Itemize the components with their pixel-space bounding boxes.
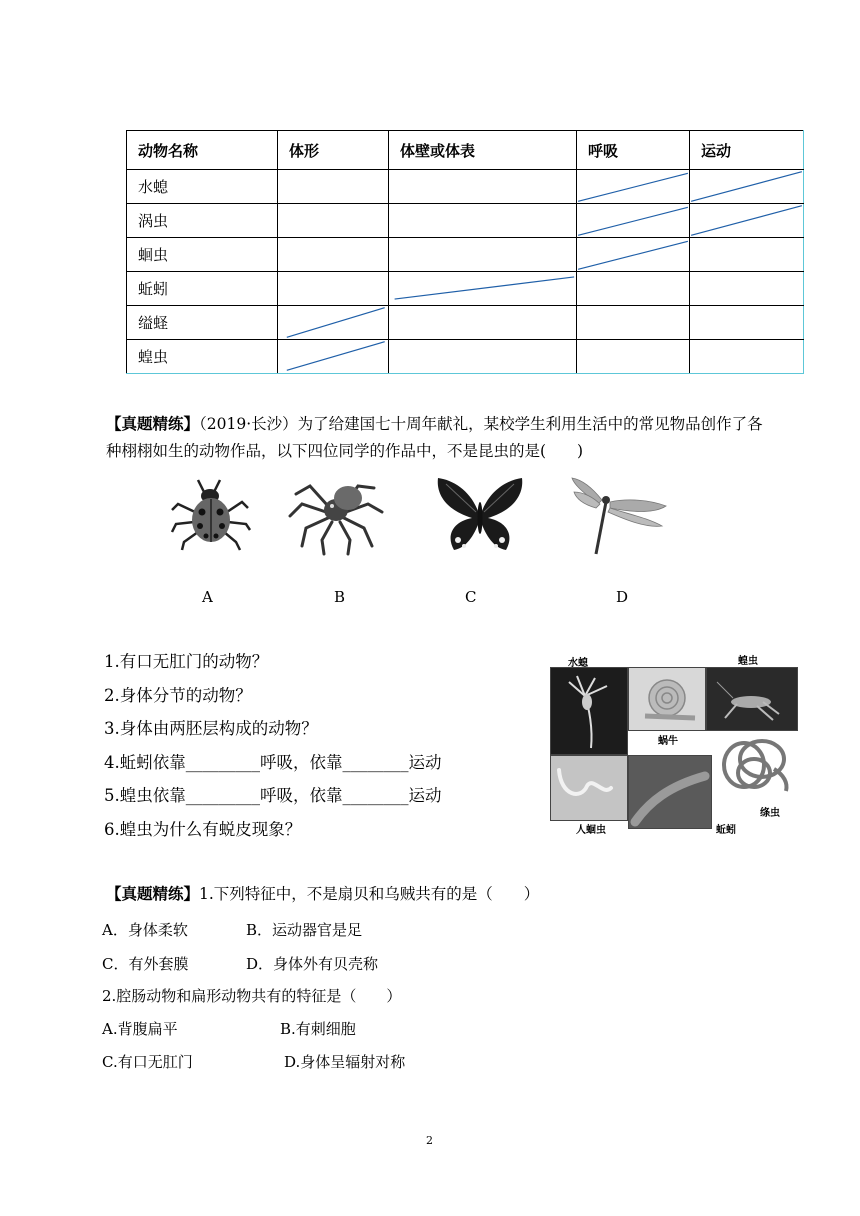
table-header-cell: 呼吸 xyxy=(577,131,690,170)
exercise1-option-b: B xyxy=(334,588,346,606)
question-item: 5.蝗虫依靠_________呼吸，依靠________运动 xyxy=(104,786,442,805)
table-cell-animal: 蝗虫 xyxy=(127,340,278,374)
tapeworm-label: 绦虫 xyxy=(760,808,780,819)
exercise1-tag: 【真题精练】 xyxy=(106,415,200,433)
animal-comparison-table xyxy=(126,130,804,374)
table-cell xyxy=(577,306,690,340)
locust-photo xyxy=(706,667,798,731)
table-header-cell: 动物名称 xyxy=(127,131,278,170)
table-cell xyxy=(278,238,389,272)
table-cell xyxy=(389,170,577,204)
page-number: 2 xyxy=(426,1134,433,1147)
question-list xyxy=(104,645,442,846)
table-header-cell: 运动 xyxy=(690,131,804,170)
exercise2-q2-option-c: C.有口无肛门 xyxy=(102,1053,193,1071)
exercise2-q1-option-c: C．有外套膜 xyxy=(102,955,189,973)
table-cell xyxy=(278,170,389,204)
hydra-photo xyxy=(550,667,628,755)
table-cell-struck xyxy=(690,170,804,204)
table-cell-animal: 蛔虫 xyxy=(127,238,278,272)
exercise2-q1-option-b: B．运动器官是足 xyxy=(246,921,363,939)
table-cell-animal: 缢蛏 xyxy=(127,306,278,340)
table-cell-struck xyxy=(278,306,389,340)
butterfly-icon xyxy=(432,474,528,556)
table-cell-struck xyxy=(577,170,690,204)
question-item: 3.身体由两胚层构成的动物？ xyxy=(104,719,318,738)
table-cell-struck xyxy=(278,340,389,374)
table-row xyxy=(127,204,804,238)
earthworm-label: 蚯蚓 xyxy=(716,825,736,836)
table-header-cell: 体壁或体表 xyxy=(389,131,577,170)
exercise2-q2-option-a: A.背腹扁平 xyxy=(102,1020,178,1038)
table-cell-animal: 水螅 xyxy=(127,170,278,204)
table-cell-struck xyxy=(577,238,690,272)
exercise2-q1-option-d: D．身体外有贝壳称 xyxy=(246,955,379,973)
question-item: 2.身体分节的动物？ xyxy=(104,685,252,705)
table-cell xyxy=(389,306,577,340)
table-cell-animal: 蚯蚓 xyxy=(127,272,278,306)
table-cell xyxy=(389,340,577,374)
table-cell-struck xyxy=(690,204,804,238)
tapeworm-photo xyxy=(714,729,796,803)
roundworm-label: 人蛔虫 xyxy=(576,825,606,836)
exercise2-q2-option-d: D.身体呈辐射对称 xyxy=(284,1053,406,1071)
snail-label: 蜗牛 xyxy=(658,736,678,747)
table-cell xyxy=(577,272,690,306)
exercise1-text: （2019·长沙）为了给建国七十周年献礼，某校学生利用生活中的常见物品创作了各种栩栩如生的动物作品，以下四位同学的作品中，不是昆虫的是( ) xyxy=(106,415,763,460)
table-cell-struck xyxy=(577,204,690,238)
ladybug-icon xyxy=(170,474,252,554)
dragonfly-icon xyxy=(570,470,670,558)
table-cell-animal: 涡虫 xyxy=(127,204,278,238)
locust-label: 蝗虫 xyxy=(738,656,758,667)
exercise1-question xyxy=(106,411,766,465)
snail-photo xyxy=(628,667,706,731)
table-header-cell: 体形 xyxy=(278,131,389,170)
table-row xyxy=(127,238,804,272)
table-cell xyxy=(389,204,577,238)
table-cell xyxy=(690,238,804,272)
exercise2-q1-text: 1.下列特征中，不是扇贝和乌贼共有的是（ ） xyxy=(199,885,540,903)
hydra-label: 水螅 xyxy=(568,658,588,669)
table-cell xyxy=(690,272,804,306)
question-item: 6.蝗虫为什么有蜕皮现象？ xyxy=(104,819,302,839)
table-row xyxy=(127,170,804,204)
table-cell xyxy=(278,272,389,306)
animal-photo-collage xyxy=(548,651,798,841)
table-row xyxy=(127,272,804,306)
table-cell xyxy=(278,204,389,238)
table-header-row xyxy=(127,131,804,170)
table-row xyxy=(127,306,804,340)
spider-icon xyxy=(288,474,384,556)
exercise1-option-d: D xyxy=(616,588,629,606)
table-cell xyxy=(389,238,577,272)
exercise2-q1 xyxy=(106,881,539,908)
question-item: 4.蚯蚓依靠_________呼吸，依靠________运动 xyxy=(104,752,442,772)
table-cell-struck xyxy=(389,272,577,306)
exercise1-option-c: C xyxy=(465,588,477,606)
table-cell xyxy=(577,340,690,374)
table-row xyxy=(127,340,804,374)
exercise2-q2-option-b: B.有刺细胞 xyxy=(280,1020,356,1038)
earthworm-photo xyxy=(628,755,712,829)
roundworm-photo xyxy=(550,755,628,821)
exercise2-q1-option-a: A．身体柔软 xyxy=(102,921,188,939)
exercise2-q2: 2.腔肠动物和扁形动物共有的特征是（ ） xyxy=(102,987,402,1005)
table-cell xyxy=(690,306,804,340)
question-item: 1.有口无肛门的动物？ xyxy=(104,652,269,671)
table-cell xyxy=(690,340,804,374)
exercise2-tag: 【真题精练】 xyxy=(106,885,200,903)
exercise1-option-a: A xyxy=(202,588,213,606)
